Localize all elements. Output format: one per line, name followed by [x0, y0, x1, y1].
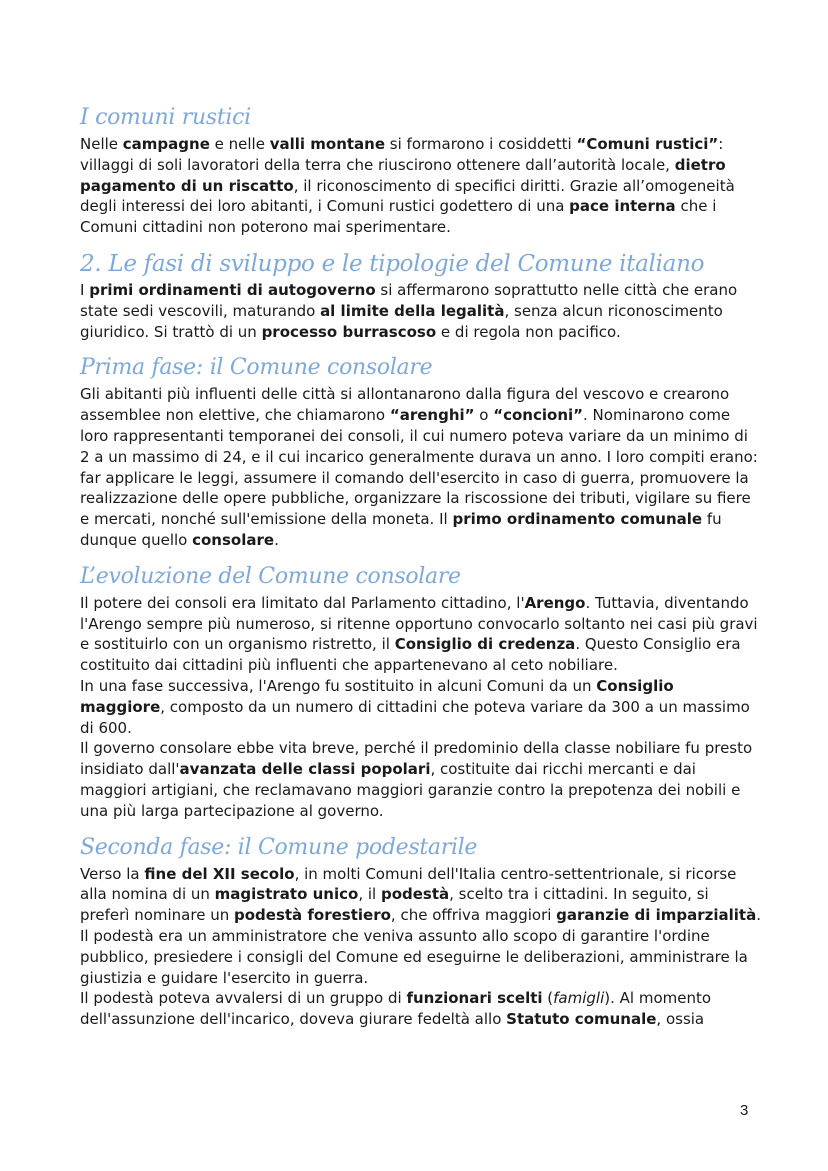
bold-text: Consiglio di credenza	[394, 635, 576, 654]
section-heading: Prima fase: il Comune consolare	[80, 355, 433, 381]
section-heading: 2. Le fasi di sviluppo e le tipologie del Comune italiano	[80, 250, 705, 277]
paragraph: I primi ordinamenti di autogoverno si affermarono soprattutto nelle città che erano state sedi vescovili, maturando al limite della legalità, senza alcun riconoscimento giuridico. Si trattò di un processo burrascoso e di regola non pacifico.	[80, 280, 738, 341]
bold-text: pace interna	[569, 197, 676, 216]
bold-text: processo burrascoso	[261, 322, 437, 341]
section-1	[80, 102, 762, 238]
section-4	[80, 561, 762, 822]
paragraph: Il governo consolare ebbe vita breve, perché il predominio della classe nobiliare fu presto insidiato dall'avanzata delle classi popolari, costituite dai ricchi mercanti e dai maggiori artigiani, che reclamavano maggiori garanzie contro la prepotenza dei nobili e una più larga partecipazione al governo.	[80, 739, 753, 820]
paragraph: In una fase successiva, l'Arengo fu sostituito in alcuni Comuni da un Consiglio maggiore, composto da un numero di cittadini che poteva variare da 300 a un massimo di 600.	[80, 676, 750, 737]
bold-text: podestà forestiero	[233, 906, 391, 925]
bold-text: consolare	[192, 530, 275, 549]
paragraph: Gli abitanti più influenti delle città si allontanarono dalla figura del vescovo e crearono assemblee non elettive, che chiamarono “arenghi” o “concioni”. Nominarono come loro rappresentanti temporanei dei consoli, il cui numero poteva variare da un minimo di 2 a un massimo di 24, e il cui incarico generalmente durava un anno. I loro compiti erano: far applicare le leggi, assumere il comando dell'esercito in caso di guerra, promuovere la realizzazione delle opere pubbliche, organizzare la riscossione dei tributi, vigilare su fiere e mercati, nonché sull'emissione della moneta. Il primo ordinamento comunale fu dunque quello consolare.	[80, 385, 758, 549]
section-3	[80, 352, 762, 550]
bold-text: “concioni”	[493, 406, 584, 425]
italic-text: famigli	[553, 989, 605, 1008]
bold-text: dietro pagamento di un riscatto	[80, 155, 726, 195]
bold-text: Arengo	[524, 593, 586, 612]
bold-text: avanzata delle classi popolari	[179, 760, 431, 779]
page-number: 3	[740, 1102, 749, 1119]
section-heading: L’evoluzione del Comune consolare	[80, 563, 461, 589]
bold-text: “Comuni rustici”	[576, 135, 719, 153]
bold-text: Statuto comunale	[506, 1010, 657, 1029]
bold-text: funzionari scelti	[406, 989, 543, 1008]
bold-text: garanzie di imparzialità	[556, 906, 757, 925]
bold-text: primi ordinamenti di autogoverno	[89, 280, 376, 299]
section-heading: I comuni rustici	[80, 105, 251, 130]
bold-text: campagne	[122, 135, 210, 153]
section-heading: Seconda fase: il Comune podestarile	[80, 834, 478, 860]
paragraph: Il potere dei consoli era limitato dal Parlamento cittadino, l'Arengo. Tuttavia, diventando l'Arengo sempre più numeroso, si ritenne opportuno convocarlo soltanto nei casi più gravi e sostituirlo con un organismo ristretto, il Consiglio di credenza. Questo Consiglio era costituito dai cittadini più influenti che appartenevano al ceto nobiliare.	[80, 593, 758, 675]
section-2	[80, 248, 762, 342]
document-body	[80, 102, 762, 1030]
bold-text: magistrato unico	[214, 885, 359, 904]
paragraph: Il podestà poteva avvalersi di un gruppo di funzionari scelti (famigli). Al momento dell'assunzione dell'incarico, doveva giurare fedeltà allo Statuto comunale, ossia	[80, 989, 712, 1029]
bold-text: valli montane	[269, 135, 386, 153]
bold-text: podestà	[380, 885, 450, 904]
bold-text: “arenghi”	[389, 406, 475, 425]
bold-text: fine del XII secolo	[144, 864, 295, 883]
bold-text: al limite della legalità	[320, 301, 505, 320]
bold-text: primo ordinamento comunale	[452, 510, 703, 529]
section-5	[80, 832, 762, 1030]
paragraph: Verso la fine del XII secolo, in molti Comuni dell'Italia centro-settentrionale, si ricorse alla nomina di un magistrato unico, il podestà, scelto tra i cittadini. In seguito, si preferì nominare un podestà forestiero, che offriva maggiori garanzie di imparzialità. Il podestà era un amministratore che veniva assunto allo scopo di garantire l'ordine pubblico, presiedere i consigli del Comune ed eseguirne le deliberazioni, amministrare la giustizia e guidare l'esercito in guerra.	[80, 864, 761, 987]
bold-text: Consiglio maggiore	[80, 676, 674, 716]
paragraph: Nelle campagne e nelle valli montane si formarono i cosiddetti “Comuni rustici”: villaggi di soli lavoratori della terra che riuscirono ottenere dall’autorità locale, dietro pagamento di un riscatto, il riconoscimento di specifici diritti. Grazie all’omogeneità degli interessi dei loro abitanti, i Comuni rustici godettero di una pace interna che i Comuni cittadini non poterono mai sperimentare.	[80, 135, 735, 237]
